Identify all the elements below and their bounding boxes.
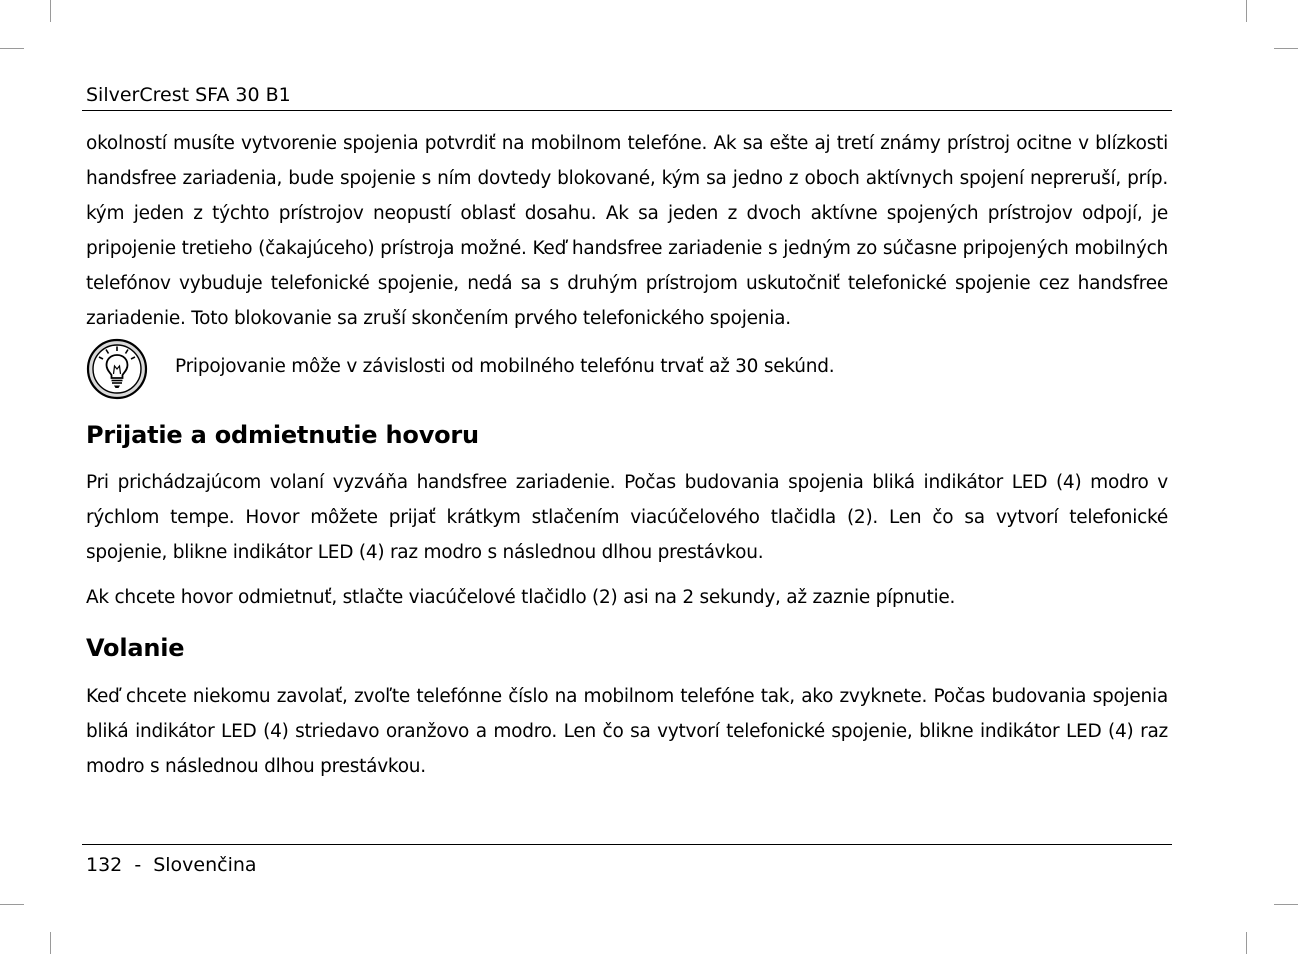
crop-mark [0,904,24,905]
header-rule [82,110,1172,111]
crop-mark [1274,48,1298,49]
lightbulb-tip-icon [86,338,148,400]
page-header-title: SilverCrest SFA 30 B1 [86,84,291,106]
footer-rule [82,844,1172,845]
footer-language: Slovenčina [153,854,257,876]
section-paragraph: Ak chcete hovor odmietnuť, stlačte viacúčelové tlačidlo (2) asi na 2 sekundy, až zaznie pípnutie. [86,587,956,608]
tip-note [86,338,1168,402]
page-number: 132 [86,854,123,876]
tip-note-text: Pripojovanie môže v závislosti od mobilného telefónu trvať až 30 sekúnd. [175,356,835,377]
paragraph-gap [86,570,1168,580]
section-heading-calling: Volanie [86,634,185,662]
crop-mark [1246,0,1247,22]
page-content [86,126,1168,784]
crop-mark [1274,904,1298,905]
page-footer [86,852,257,878]
section-paragraph: Pri prichádzajúcom volaní vyzváňa handsfree zariadenie. Počas budovania spojenia bliká indikátor LED (4) modro v rýchlom tempe. Hovor môžete prijať krátkym stlačením viacúčelového tlačidla (2). Len čo sa vytvorí telefonické spojenie, blikne indikátor LED (4) raz modro s následnou dlhou prestávkou. [86,472,1168,563]
intro-paragraph: okolností musíte vytvorenie spojenia potvrdiť na mobilnom telefóne. Ak sa ešte aj tretí známy prístroj ocitne v blízkosti handsfree zariadenia, bude spojenie s ním dovtedy blokované, kým sa jedno z oboch aktívnych spojení nepreruší, príp. kým jeden z týchto prístrojov neopustí oblasť dosahu. Ak sa jeden z dvoch aktívne spojených prístrojov odpojí, je pripojenie tretieho (čakajúceho) prístroja možné. Keď handsfree zariadenie s jedným zo súčasne pripojených mobilných telefónov vybuduje telefonické spojenie, nedá sa s druhým prístrojom uskutočniť telefonické spojenie cez handsfree zariadenie. Toto blokovanie sa zruší skončením prvého telefonického spojenia. [86,133,1168,329]
crop-mark [0,48,24,49]
crop-mark [50,0,51,22]
section-heading-answer-reject-call: Prijatie a odmietnutie hovoru [86,421,479,449]
crop-mark [50,932,51,954]
crop-mark [1246,932,1247,954]
section-paragraph: Keď chcete niekomu zavolať, zvoľte telefónne číslo na mobilnom telefóne tak, ako zvyknete. Počas budovania spojenia bliká indikátor LED (4) striedavo oranžovo a modro. Len čo sa vytvorí telefonické spojenie, blikne indikátor LED (4) raz modro s následnou dlhou prestávkou. [86,686,1168,777]
footer-separator: - [134,854,142,876]
